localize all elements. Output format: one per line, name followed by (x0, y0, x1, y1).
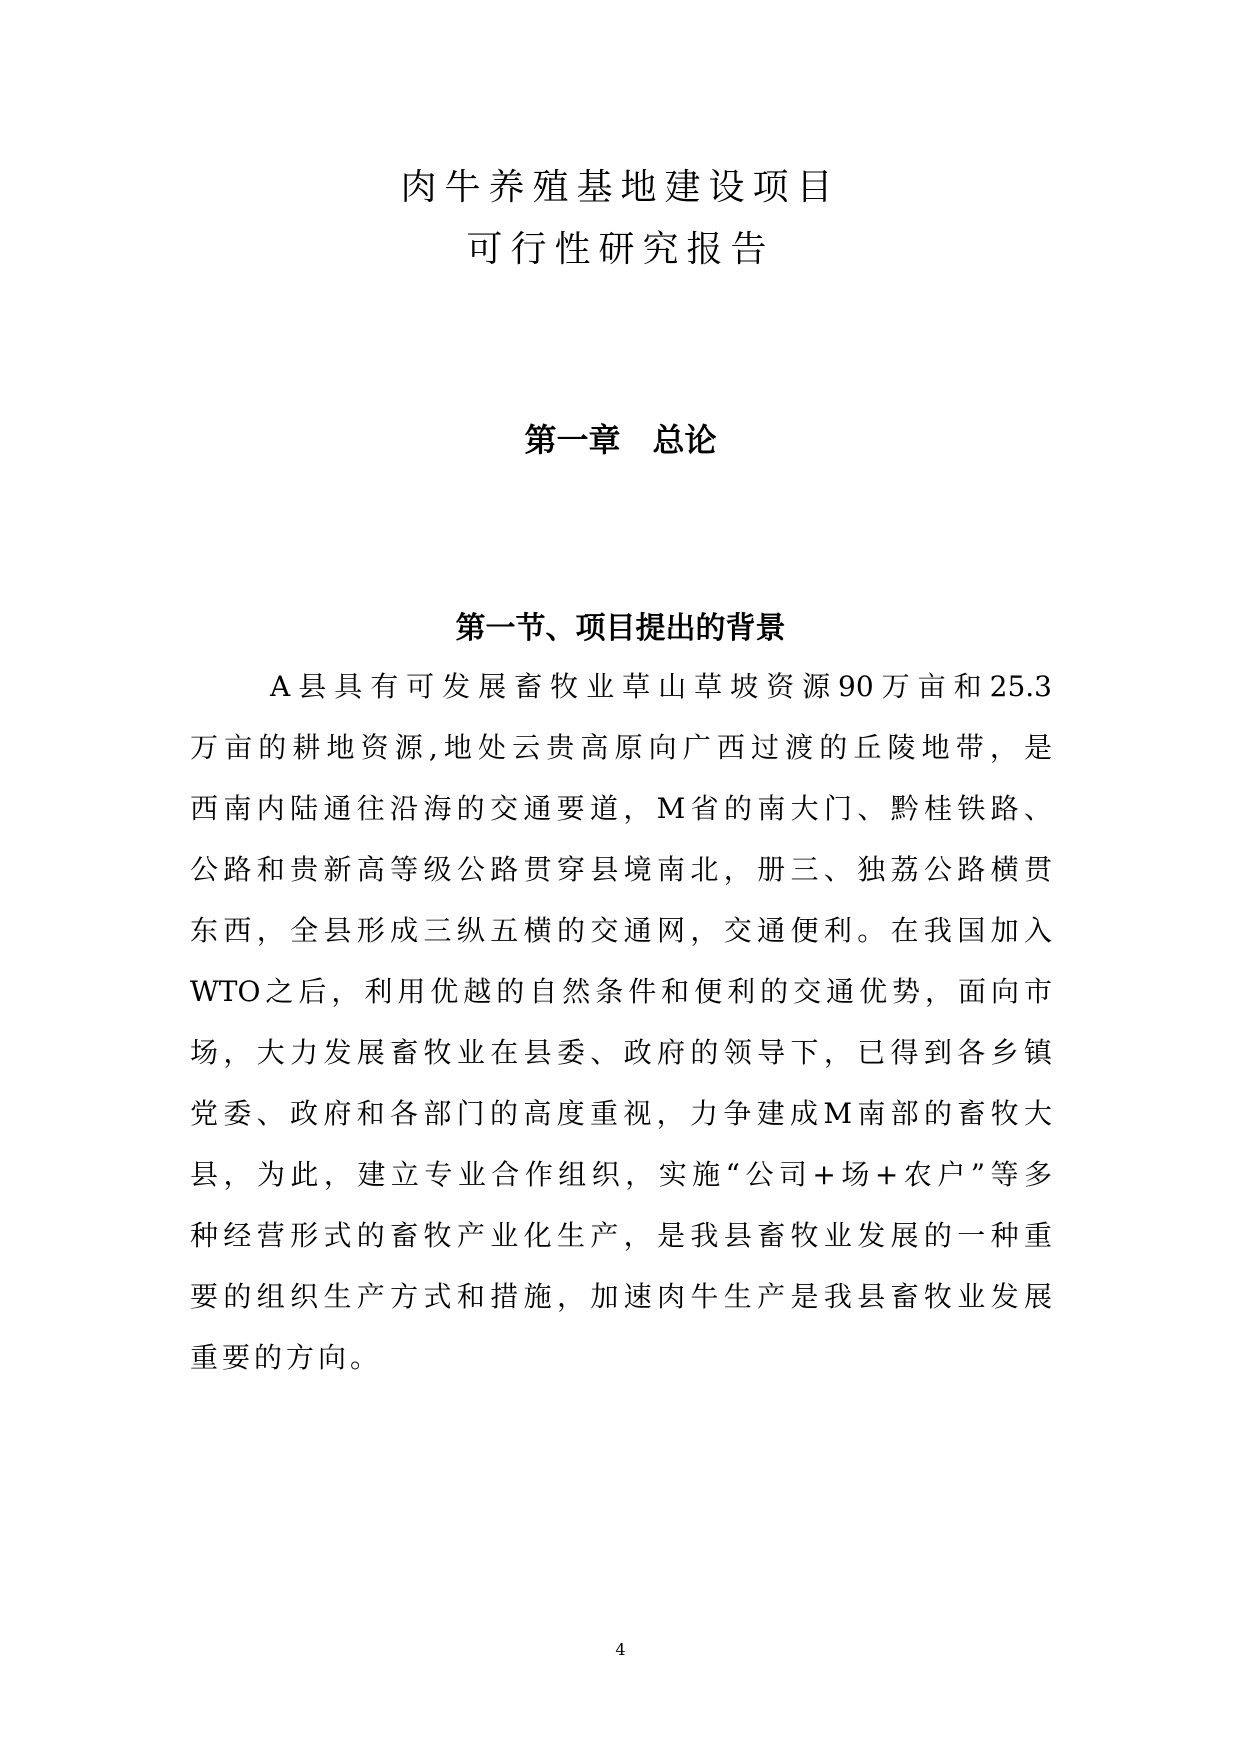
paragraph-line: 万亩的耕地资源,地处云贵高原向广西过渡的丘陵地带，是 (190, 731, 1052, 764)
paragraph-line: 场，大力发展畜牧业在县委、政府的领导下，已得到各乡镇 (190, 1036, 1052, 1069)
document-title-line-1: 肉牛养殖基地建设项目 (400, 167, 841, 208)
paragraph-line: 西南内陆通往沿海的交通要道，M省的南大门、黔桂铁路、 (190, 792, 1052, 825)
paragraph-line: 重要的方向。 (190, 1341, 383, 1374)
paragraph-line: 东西，全县形成三纵五横的交通网，交通便利。在我国加入 (190, 914, 1052, 947)
document-title-line-2: 可行性研究报告 (466, 229, 775, 270)
paragraph-line: 党委、政府和各部门的高度重视，力争建成M南部的畜牧大 (190, 1097, 1052, 1130)
paragraph-line: 县，为此，建立专业合作组织，实施“公司+场+农户”等多 (190, 1158, 1052, 1191)
chapter-heading: 第一章 总论 (524, 421, 717, 459)
page-number: 4 (615, 1640, 626, 1659)
paragraph-line: 要的组织生产方式和措施，加速肉牛生产是我县畜牧业发展 (190, 1280, 1052, 1313)
paragraph-line: A县具有可发展畜牧业草山草坡资源90万亩和25.3 (270, 670, 1052, 703)
paragraph-line: 种经营形式的畜牧产业化生产，是我县畜牧业发展的一种重 (190, 1219, 1052, 1252)
section-heading: 第一节、项目提出的背景 (455, 611, 786, 646)
paragraph-line: 公路和贵新高等级公路贯穿县境南北，册三、独荔公路横贯 (190, 853, 1052, 886)
paragraph-line: WTO之后，利用优越的自然条件和便利的交通优势，面向市 (190, 975, 1052, 1008)
